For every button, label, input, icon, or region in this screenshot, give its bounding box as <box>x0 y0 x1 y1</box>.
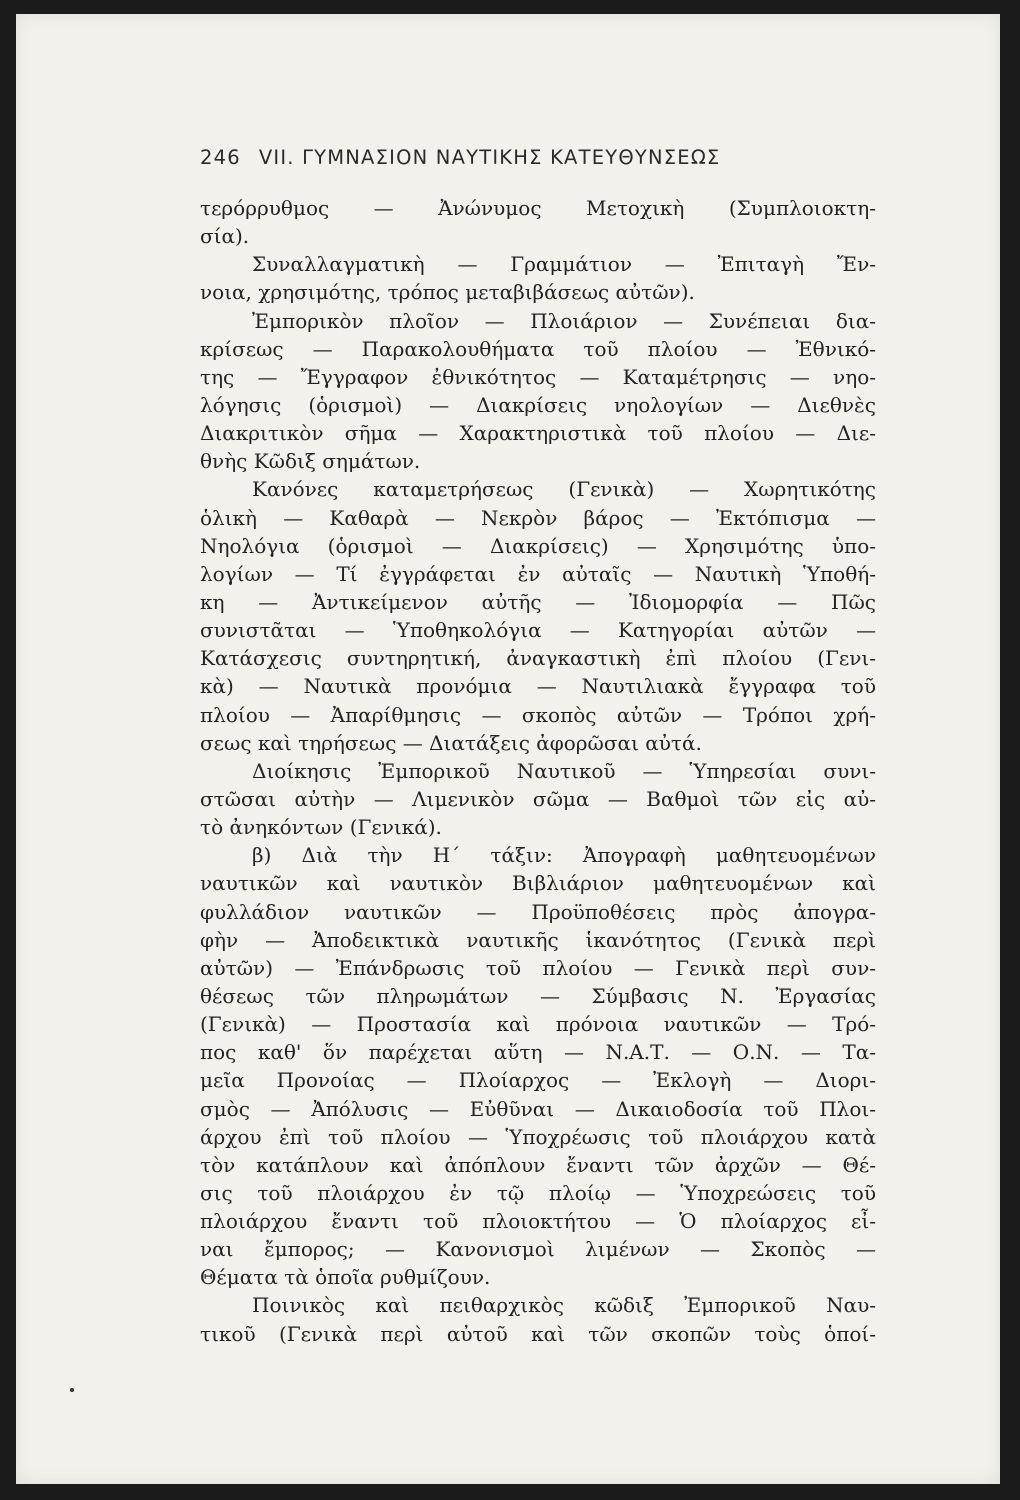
paragraph-start-line: Ἐμπορικὸν πλοῖον — Πλοιάριον — Συνέπειαι δια- <box>252 308 876 333</box>
text-line: θνὴς Κῶδιξ σημάτων. <box>200 449 421 474</box>
text-line: τὸν κατάπλουν καὶ ἀπόπλουν ἔναντι τῶν ἀρχῶν — Θέ- <box>200 1152 876 1177</box>
text-line: τὸ ἀνηκόντων (Γενικά). <box>200 815 442 840</box>
text-line: της — Ἔγγραφον ἐθνικότητος — Καταμέτρησις — νηο- <box>200 364 876 389</box>
text-line: συνιστᾶται — Ὑποθηκολόγια — Κατηγορίαι αὐτῶν — <box>200 618 876 643</box>
text-line: κὰ) — Ναυτικὰ προνόμια — Ναυτιλιακὰ ἔγγραφα τοῦ <box>200 674 876 699</box>
text-line: κρίσεως — Παρακολουθήματα τοῦ πλοίου — Ἐθνικό- <box>200 336 876 361</box>
body-text <box>200 194 876 1348</box>
text-line: τερόρρυθμος — Ἀνώνυμος Μετοχικὴ (Συμπλοιοκτη- <box>200 196 876 220</box>
text-line: σμὸς — Ἀπόλυσις — Εὐθῦναι — Δικαιοδοσία τοῦ Πλοι- <box>200 1096 876 1121</box>
text-line: φὴν — Ἀποδεικτικὰ ναυτικῆς ἱκανότητος (Γενικὰ περὶ <box>200 927 876 952</box>
text-line: πλοιάρχου ἔναντι τοῦ πλοιοκτήτου — Ὁ πλοίαρχος εἶ- <box>200 1209 876 1234</box>
text-line: νοια, χρησιμότης, τρόπος μεταβιβάσεως αὐτῶν). <box>200 280 695 305</box>
paragraph-start-line: Κανόνες καταμετρήσεως (Γενικὰ) — Χωρητικότης <box>252 477 876 502</box>
text-line: κη — Ἀντικείμενον αὐτῆς — Ἰδιομορφία — Πῶς <box>200 589 876 614</box>
ink-speck <box>70 1388 74 1392</box>
text-line: λογίων — Τί ἐγγράφεται ἐν αὐταῖς — Ναυτικὴ Ὑποθή- <box>200 561 876 586</box>
text-line: πλοίου — Ἀπαρίθμησις — σκοπὸς αὐτῶν — Τρόποι χρή- <box>200 702 876 727</box>
paragraph-start-line: Διοίκησις Ἐμπορικοῦ Ναυτικοῦ — Ὑπηρεσίαι συνι- <box>252 758 876 783</box>
text-line: αὐτῶν) — Ἐπάνδρωσις τοῦ πλοίου — Γενικὰ περὶ συν- <box>200 955 876 980</box>
text-line: ναυτικῶν καὶ ναυτικὸν Βιβλιάριον μαθητευομένων καὶ <box>200 871 876 896</box>
running-title: VII. ΓΥΜΝΑΣΙΟΝ ΝΑΥΤΙΚΗΣ ΚΑΤΕΥΘΥΝΣΕΩΣ <box>258 146 721 169</box>
text-line: άρχου ἐπὶ τοῦ πλοίου — Ὑποχρέωσις τοῦ πλοιάρχου κατὰ <box>200 1124 876 1149</box>
text-line: σις τοῦ πλοιάρχου ἐν τῷ πλοίῳ — Ὑποχρεώσεις τοῦ <box>200 1180 876 1205</box>
text-line: λόγησις (ὁρισμοὶ) — Διακρίσεις νηολογίων — Διεθνὲς <box>200 392 876 417</box>
text-line: Διακριτικὸν σῆμα — Χαρακτηριστικὰ τοῦ πλοίου — Διε- <box>200 421 876 446</box>
text-line: μεῖα Προνοίας — Πλοίαρχος — Ἐκλογὴ — Διορι- <box>200 1068 876 1093</box>
text-line: Κατάσχεσις συντηρητική, ἀναγκαστικὴ ἐπὶ πλοίου (Γενι- <box>200 646 876 671</box>
text-line: (Γενικὰ) — Προστασία καὶ πρόνοια ναυτικῶν — Τρό- <box>200 1012 876 1037</box>
text-line: ὁλικὴ — Καθαρὰ — Νεκρὸν βάρος — Ἐκτόπισμα — <box>200 505 876 530</box>
text-line: στῶσαι αὐτὴν — Λιμενικὸν σῶμα — Βαθμοὶ τῶν εἰς αὐ- <box>200 786 876 811</box>
text-line: σεως καὶ τηρήσεως — Διατάξεις ἀφορῶσαι αὐτά. <box>200 730 702 755</box>
text-line: Νηολόγια (ὁρισμοὶ — Διακρίσεις) — Χρησιμότης ὑπο- <box>200 533 876 558</box>
paragraph-start-line: Συναλλαγματικὴ — Γραμμάτιον — Ἐπιταγὴ Ἔν- <box>252 252 876 277</box>
text-line: πος καθ' ὅν παρέχεται αὕτη — Ν.Α.Τ. — Ο.Ν. — Τα- <box>200 1040 876 1065</box>
text-line: φυλλάδιον ναυτικῶν — Προϋποθέσεις πρὸς ἀπογρα- <box>200 899 876 924</box>
paragraph-start-line: β) Διὰ τὴν Η΄ τάξιν: Ἀπογραφὴ μαθητευομένων <box>252 843 876 868</box>
text-line: θέσεως τῶν πληρωμάτων — Σύμβασις Ν. Ἐργασίας <box>200 983 876 1008</box>
text-line: ναι ἔμπορος; — Κανονισμοὶ λιμένων — Σκοπὸς — <box>200 1237 876 1262</box>
text-line: τικοῦ (Γενικὰ περὶ αὐτοῦ καὶ τῶν σκοπῶν τοὺς ὁποί- <box>200 1321 876 1346</box>
text-line: Θέματα τὰ ὁποῖα ρυθμίζουν. <box>200 1265 491 1290</box>
paragraph-start-line: Ποινικὸς καὶ πειθαρχικὸς κῶδιξ Ἐμπορικοῦ Ναυ- <box>252 1293 876 1318</box>
running-header <box>200 146 720 169</box>
text-line: σία). <box>200 224 250 249</box>
page-number: 246 <box>200 146 241 169</box>
